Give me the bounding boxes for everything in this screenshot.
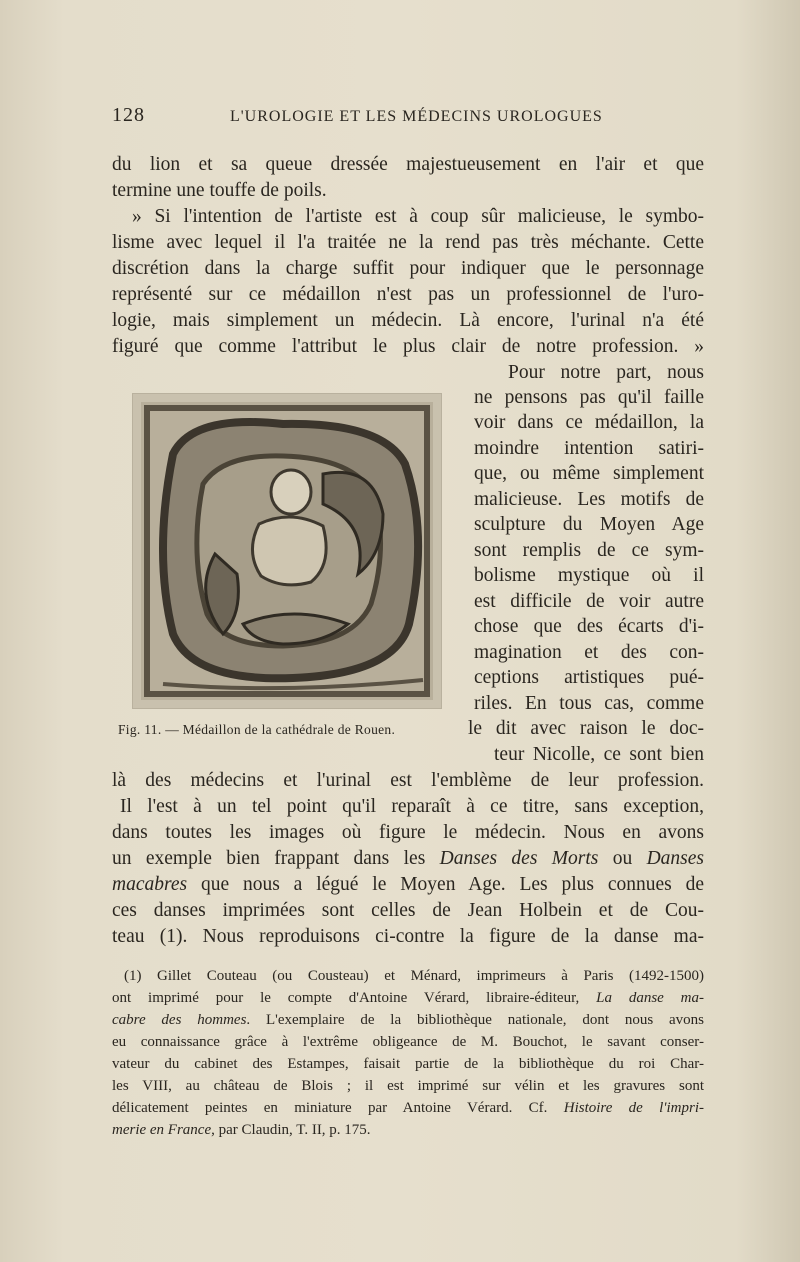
footnote-line <box>112 1120 704 1140</box>
text-line <box>112 846 704 872</box>
text-fragment: , par Claudin, T. II, p. 175. <box>211 1122 371 1138</box>
text-line: figuré que comme l'attribut le plus clair de notre profession. » <box>112 336 704 357</box>
text-line: lisme avec lequel il l'a traitée ne la rend pas très méchante. Cette <box>112 232 704 253</box>
text-line: Il l'est à un tel point qu'il reparaît à ce titre, sans exception, <box>120 796 704 817</box>
text-line: que, ou même simplement <box>474 463 704 484</box>
text-fragment: un exemple bien frappant dans les <box>112 848 426 869</box>
text-fragment: . L'exemplaire de la bibliothèque nationale, dont nous avons <box>246 1012 704 1028</box>
page-header <box>112 104 710 130</box>
text-line: ne pensons pas qu'il faille <box>474 387 704 408</box>
text-line: représenté sur ce médaillon n'est pas un professionnel de l'uro- <box>112 284 704 305</box>
text-line: dans toutes les images où figure le médecin. Nous en avons <box>112 822 704 843</box>
text-line: le dit avec raison le doc- <box>468 718 704 739</box>
text-line: riles. En tous cas, comme <box>474 693 704 714</box>
text-line: teur Nicolle, ce sont bien <box>494 744 704 765</box>
text-line: discrétion dans la charge suffit pour indiquer que le personnage <box>112 258 704 279</box>
text-fragment: délicatement peintes en miniature par Antoine Vérard. Cf. <box>112 1100 548 1116</box>
text-line: malicieuse. Les motifs de <box>474 489 704 510</box>
italic-title: Histoire de l'impri- <box>563 1100 704 1116</box>
text-line <box>112 872 704 898</box>
text-line: est difficile de voir autre <box>474 591 704 612</box>
italic-title: La danse ma- <box>596 990 704 1006</box>
text-line: ceptions artistiques pué- <box>474 667 704 688</box>
medallion-figure <box>132 393 442 709</box>
text-line: logie, mais simplement un médecin. Là encore, l'urinal n'a été <box>112 310 704 331</box>
footnote-line: les VIII, au château de Blois ; il est imprimé sur vélin et les gravures sont <box>112 1078 704 1094</box>
figure-caption: Fig. 11. — Médaillon de la cathédrale de Rouen. <box>118 722 396 737</box>
text-line: chose que des écarts d'i- <box>474 616 704 637</box>
text-line: là des médecins et l'urinal est l'emblème de leur profession. <box>112 770 704 791</box>
footnote-line <box>112 988 704 1008</box>
text-line: Pour notre part, nous <box>508 362 704 383</box>
footnote-line: (1) Gillet Couteau (ou Cousteau) et Ménard, imprimeurs à Paris (1492-1500) <box>124 968 704 984</box>
text-fragment: ou <box>612 848 633 869</box>
footnote-line <box>112 1010 704 1030</box>
text-line: voir dans ce médaillon, la <box>474 412 704 433</box>
italic-title: Danses des Morts <box>439 848 599 869</box>
footnote-line: eu connaissance grâce à l'extrême obligeance de M. Bouchot, le savant conser- <box>112 1034 704 1050</box>
italic-title: cabre des hommes <box>112 1012 247 1028</box>
text-line: sculpture du Moyen Age <box>474 514 704 535</box>
italic-title: macabres <box>112 874 188 895</box>
italic-title: merie en France <box>112 1122 212 1138</box>
page-number: 128 <box>112 104 145 126</box>
text-line: magination et des con- <box>474 642 704 663</box>
text-line: ces danses imprimées sont celles de Jean Holbein et de Cou- <box>112 900 704 921</box>
footnote-line: vateur du cabinet des Estampes, faisait partie de la bibliothèque du roi Char- <box>112 1056 704 1072</box>
medallion-illustration <box>133 394 441 708</box>
text-line: teau (1). Nous reproduisons ci-contre la figure de la danse ma- <box>112 926 704 947</box>
text-line: sont remplis de ce sym- <box>474 540 704 561</box>
text-line: » Si l'intention de l'artiste est à coup sûr malicieuse, le symbo- <box>132 206 704 227</box>
text-line: du lion et sa queue dressée majestueusement en l'air et que <box>112 154 704 175</box>
text-fragment: que nous a légué le Moyen Age. Les plus connues de <box>200 874 704 895</box>
italic-title: Danses <box>646 848 705 869</box>
text-line: termine une touffe de poils. <box>112 180 327 201</box>
text-line: moindre intention satiri- <box>474 438 704 459</box>
text-fragment: ont imprimé pour le compte d'Antoine Vérard, libraire-éditeur, <box>112 990 580 1006</box>
footnote-line <box>112 1098 704 1118</box>
running-title: L'UROLOGIE ET LES MÉDECINS UROLOGUES <box>230 108 603 125</box>
text-line: bolisme mystique où il <box>474 565 704 586</box>
